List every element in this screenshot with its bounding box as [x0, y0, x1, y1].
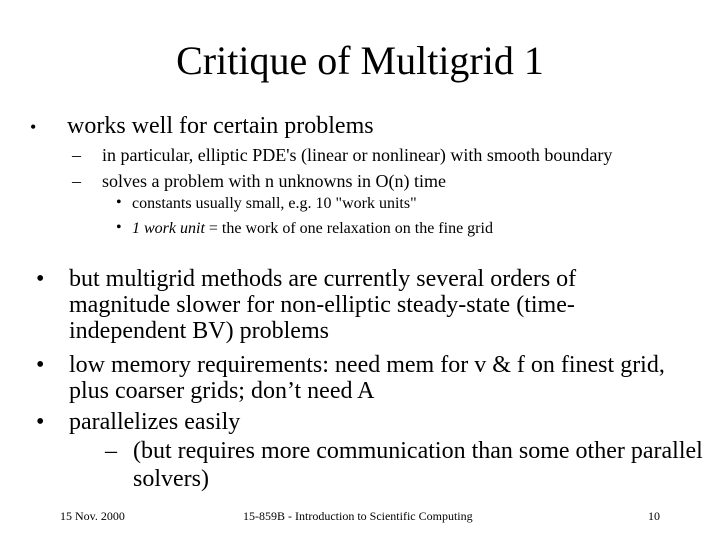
work-unit-emphasis: 1 work unit: [132, 220, 205, 237]
footer-course: 15-859B - Introduction to Scientific Computing: [243, 509, 473, 523]
bullet-text: works well for certain problems: [67, 113, 374, 139]
dash-glyph: –: [72, 171, 81, 191]
bullet-glyph: •: [36, 409, 45, 435]
work-unit-definition: = the work of one relaxation on the fine grid: [204, 220, 493, 237]
subsubitem-text: constants usually small, e.g. 10 "work units": [132, 195, 417, 212]
subitem-text: solves a problem with n unknowns in O(n) time: [102, 171, 446, 191]
slide-title: Critique of Multigrid 1: [176, 38, 544, 83]
subitem-text: in particular, elliptic PDE's (linear or nonlinear) with smooth boundary: [102, 145, 613, 165]
bullet-line: plus coarser grids; don’t need A: [69, 378, 375, 404]
subitem-line: solvers): [133, 466, 209, 492]
dash-glyph: –: [72, 145, 81, 165]
bullet-line: but multigrid methods are currently several orders of: [69, 266, 577, 292]
bullet-text: parallelizes easily: [69, 409, 241, 435]
subsubitem-text: [132, 220, 493, 238]
dot-glyph: •: [116, 219, 122, 236]
bullet-line: magnitude slower for non-elliptic steady-state (time-: [69, 292, 575, 318]
footer-page-number: 10: [648, 509, 660, 523]
bullet-glyph: •: [30, 117, 37, 137]
dash-glyph: –: [105, 438, 117, 464]
subitem-line: (but requires more communication than some other parallel: [133, 438, 703, 464]
bullet-glyph: •: [36, 266, 45, 292]
footer-date: 15 Nov. 2000: [60, 509, 125, 523]
bullet-glyph: •: [36, 352, 45, 378]
dot-glyph: •: [116, 194, 122, 211]
bullet-line: independent BV) problems: [69, 318, 329, 344]
bullet-line: low memory requirements: need mem for v & f on finest grid,: [69, 352, 665, 378]
